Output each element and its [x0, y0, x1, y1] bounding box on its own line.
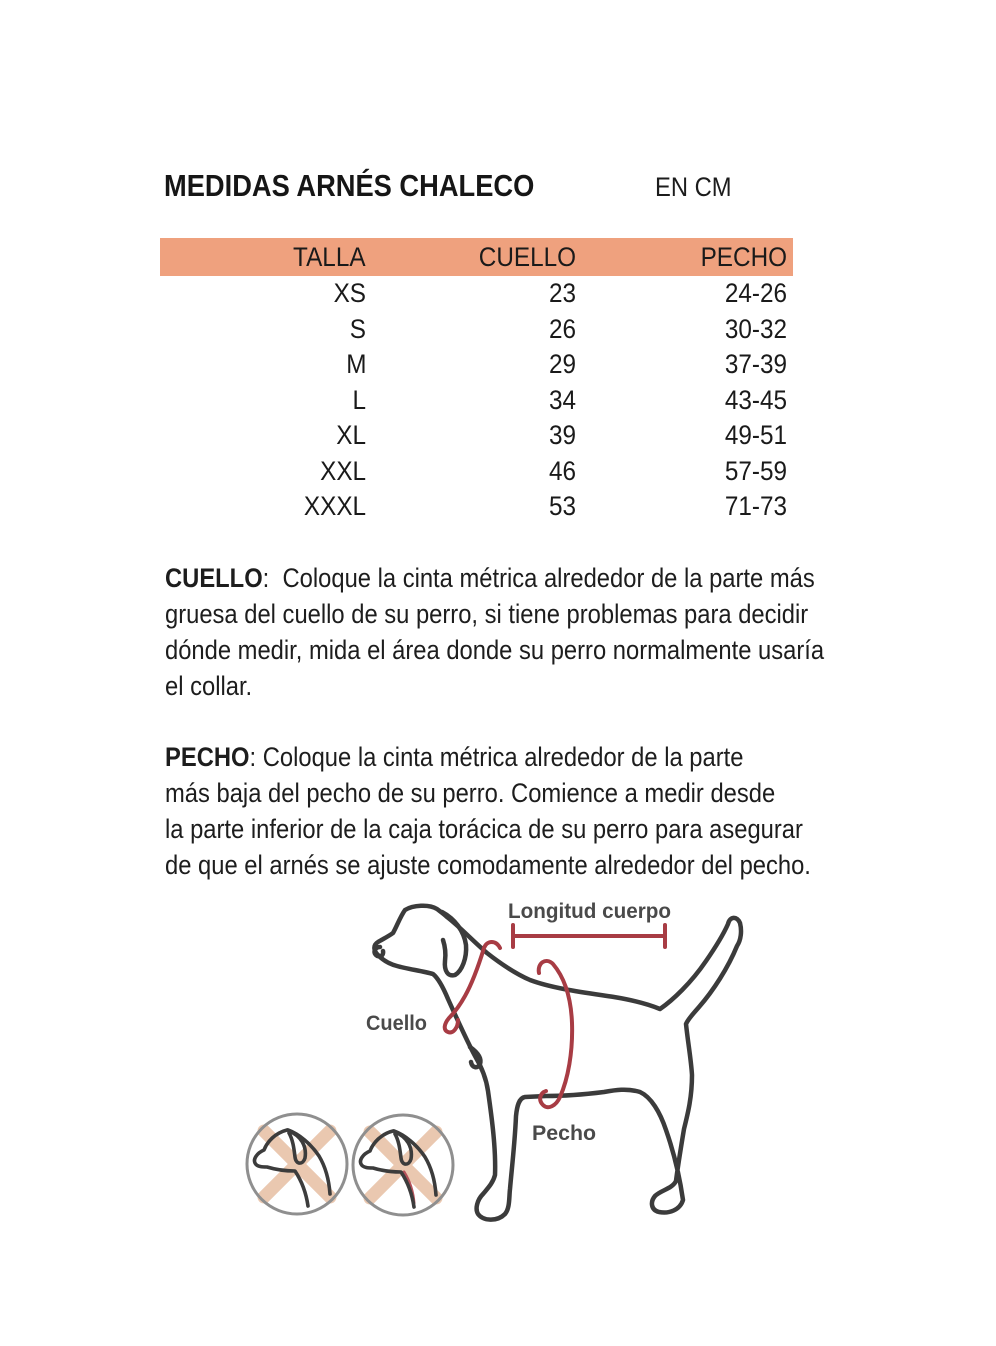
size-table-body: [160, 276, 793, 525]
cell-talla: S: [349, 313, 366, 344]
pecho-line-1: PECHO: Coloque la cinta métrica alrededor de la parte: [165, 742, 744, 772]
no-symbol-1: [247, 1114, 347, 1214]
cell-pecho: 37-39: [724, 349, 787, 380]
cell-pecho: 49-51: [724, 420, 787, 451]
size-table: [160, 238, 793, 525]
page-title: [164, 168, 585, 204]
size-table-header-row: [160, 238, 793, 276]
cell-pecho: 24-26: [724, 278, 787, 309]
cell-cuello: 26: [548, 313, 576, 344]
label-pecho: Pecho: [532, 1121, 596, 1145]
cuello-term: CUELLO: [165, 563, 263, 593]
cell-cuello: 29: [548, 349, 576, 380]
pecho-line-2: más baja del pecho de su perro. Comience a medir desde: [165, 778, 776, 808]
cell-talla: M: [345, 349, 366, 380]
label-longitud-cuerpo: Longitud cuerpo: [508, 899, 671, 923]
label-cuello: Cuello: [366, 1011, 427, 1035]
pecho-term: PECHO: [165, 742, 250, 772]
cell-cuello: 23: [548, 278, 576, 309]
unit-label-text: EN CM: [655, 172, 732, 202]
cuello-line-1: CUELLO: Coloque la cinta métrica alrededor de la parte más: [165, 563, 815, 593]
instructions-cuello: [165, 560, 914, 704]
cell-pecho: 30-32: [724, 313, 787, 344]
cell-talla: XXL: [320, 455, 366, 486]
pecho-line-4: de que el arnés se ajuste comodamente alrededor del pecho.: [165, 850, 811, 880]
cell-cuello: 46: [548, 455, 576, 486]
page-title-text: MEDIDAS ARNÉS CHALECO: [164, 168, 535, 203]
cell-talla: XL: [336, 420, 366, 451]
body-length-line: [513, 925, 665, 947]
dog-outline: [374, 906, 741, 1220]
unit-label: [655, 172, 742, 203]
dog-ear-path: [442, 912, 466, 975]
cell-pecho: 71-73: [724, 491, 787, 522]
cuello-line-4: el collar.: [165, 671, 253, 701]
cell-pecho: 57-59: [724, 455, 787, 486]
cuello-line-2: gruesa del cuello de su perro, si tiene problemas para decidir: [165, 599, 809, 629]
header-cell-cuello: CUELLO: [478, 241, 576, 272]
cell-talla: XS: [333, 278, 366, 309]
cell-pecho: 43-45: [724, 384, 787, 415]
no-symbol-2: [353, 1115, 453, 1215]
dog-measurement-diagram: [230, 885, 800, 1245]
cell-cuello: 34: [548, 384, 576, 415]
cell-cuello: 39: [548, 420, 576, 451]
measurement-marks: [445, 925, 665, 1107]
cell-cuello: 53: [548, 491, 576, 522]
cell-talla: XXXL: [303, 491, 366, 522]
dog-nose-detail: [375, 947, 384, 956]
instructions-pecho: [165, 739, 899, 883]
dog-body-path: [374, 906, 741, 1220]
pecho-line-3: la parte inferior de la caja torácica de su perro para asegurar: [165, 814, 803, 844]
cuello-line-3: dónde medir, mida el área donde su perro normalmente usaría: [165, 635, 825, 665]
cell-talla: L: [352, 384, 366, 415]
header-cell-talla: TALLA: [293, 241, 366, 272]
header-cell-pecho: PECHO: [700, 241, 787, 272]
